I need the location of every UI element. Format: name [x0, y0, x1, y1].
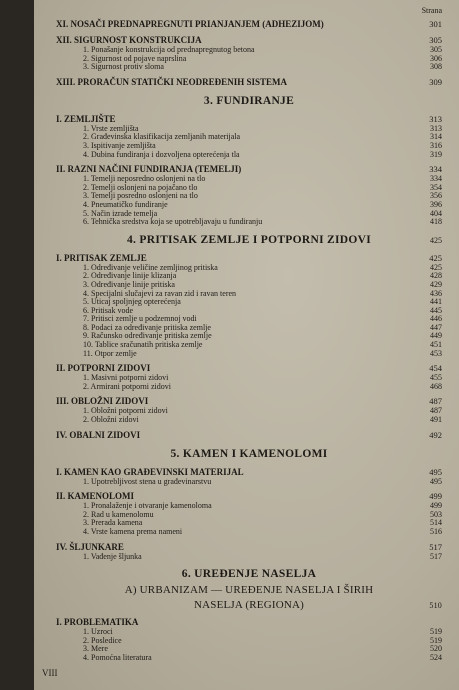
chapter-entry	[56, 617, 442, 628]
toc-item-label: 2. Temelji oslonjeni na pojačano tlo	[83, 182, 198, 192]
toc-item-page: 314	[430, 132, 442, 142]
toc-item-page: 425	[430, 262, 442, 272]
toc-item-page: 313	[430, 123, 442, 133]
subsection-page: 510	[429, 601, 442, 611]
toc-body	[56, 19, 442, 663]
toc-item-page: 446	[430, 314, 442, 324]
subsection-title-line1: A) URBANIZAM — UREĐENJE NASELJA I ŠIRIH	[124, 584, 374, 597]
toc-item-page: 308	[430, 62, 442, 72]
toc-item-label: 3. Mere	[83, 644, 108, 654]
toc-item-label: 2. Određivanje linije klizanja	[83, 271, 177, 281]
toc-item-label: 4. Pomoćna literatura	[83, 652, 152, 662]
toc-item-label: 1. Pronalaženje i otvaranje kamenoloma	[83, 501, 212, 511]
chapter-title: II. POTPORNI ZIDOVI	[56, 363, 151, 374]
toc-item-page: 436	[430, 288, 442, 298]
chapter-entry	[56, 19, 442, 30]
table-of-contents	[56, 4, 442, 663]
toc-item	[56, 218, 442, 227]
toc-item-label: 3. Ispitivanje zemljišta	[83, 140, 156, 150]
toc-item-label: 1. Ponašanje konstrukcija od prednapregnutog betona	[83, 45, 255, 54]
toc-item-label: 3. Određivanje linije pritiska	[83, 279, 175, 289]
chapter-page: 492	[429, 429, 442, 440]
toc-item-page: 519	[430, 627, 442, 637]
chapter-page: 487	[429, 396, 442, 407]
chapter-title: I. ZEMLJIŠTE	[56, 113, 116, 124]
toc-item-label: 11. Otpor zemlje	[83, 348, 137, 358]
toc-item-page: 487	[430, 406, 442, 416]
toc-item-label: 5. Način izrade temelja	[83, 208, 158, 218]
toc-item-label: 2. Armirani potporni zidovi	[83, 381, 171, 391]
toc-item-label: 10. Tablice sračunatih pritiska zemlje	[83, 340, 203, 350]
strana-header: Strana	[421, 6, 442, 15]
chapter-page: 425	[429, 252, 442, 263]
toc-item-page: 305	[430, 45, 442, 54]
toc-item-label: 6. Tehnička sredstva koja se upotrebljavaju u fundiranju	[83, 217, 263, 227]
toc-item	[56, 654, 442, 663]
chapter-title: II. KAMENOLOMI	[56, 491, 135, 502]
chapter-title: XI. NOSAČI PREDNAPREGNUTI PRIANJANJEM (ADHEZIJOM)	[56, 19, 324, 29]
toc-item-label: 8. Podaci za određivanje pritiska zemlje	[83, 322, 211, 332]
chapter-page: 454	[429, 363, 442, 374]
toc-item-page: 396	[430, 199, 442, 209]
toc-item-page: 455	[430, 373, 442, 383]
toc-item-label: 3. Temelji posredno oslonjeni na tlo	[83, 191, 198, 201]
toc-item-page: 447	[430, 322, 442, 332]
toc-item-label: 1. Određivanje veličine zemljinog pritiska	[83, 262, 218, 272]
toc-item-label: 3. Prerada kamena	[83, 518, 143, 528]
subsection-title-text: NASELJA (REGIONA)	[193, 599, 305, 612]
toc-item-page: 441	[430, 297, 442, 307]
toc-item-page: 429	[430, 279, 442, 289]
chapter-title: XIII. PRORAČUN STATIČKI NEODREĐENIH SISTEMA	[56, 76, 287, 87]
section-heading	[56, 234, 442, 248]
toc-item-label: 9. Računsko određivanje pritiska zemlje	[83, 331, 212, 341]
chapter-page: 309	[429, 76, 442, 87]
section-page: 425	[430, 235, 442, 245]
section-heading	[56, 95, 442, 109]
toc-item-page: 491	[430, 415, 442, 425]
toc-item-label: 4. Specijalni slučajevi za ravan zid i ravan teren	[83, 288, 237, 298]
toc-item	[56, 383, 442, 392]
toc-item	[56, 528, 442, 537]
subsection-title-line2	[56, 599, 442, 612]
toc-item-page: 516	[430, 527, 442, 536]
toc-item-label: 2. Rad u kamenolomu	[83, 509, 154, 519]
toc-item	[56, 637, 442, 646]
toc-item-page: 418	[430, 217, 442, 227]
chapter-page: 305	[429, 35, 442, 45]
toc-item-page: 519	[430, 635, 442, 645]
toc-item-label: 2. Sigurnost od pojave naprslina	[83, 53, 187, 63]
section-title: 3. FUNDIRANJE	[203, 94, 295, 107]
toc-item	[56, 350, 442, 359]
toc-item-label: 2. Posledice	[83, 635, 122, 645]
page-number: VIII	[42, 668, 58, 678]
toc-item-label: 1. Vrste zemljišta	[83, 123, 139, 133]
chapter-title: I. KAMEN KAO GRAĐEVINSKI MATERIJAL	[56, 466, 244, 477]
section-title: 6. UREĐENJE NASELJA	[181, 568, 317, 581]
chapter-title: XII. SIGURNOST KONSTRUKCIJA	[56, 35, 202, 45]
toc-item-label: 2. Građevinska klasifikacija zemljanih materijala	[83, 132, 241, 142]
toc-item	[56, 63, 442, 72]
toc-item-page: 428	[430, 271, 442, 281]
toc-item-page: 524	[430, 652, 442, 662]
book-page	[34, 0, 459, 690]
toc-item-page: 499	[430, 501, 442, 511]
toc-item-label: 1. Upotrebljivost stena u građevinarstvu	[83, 476, 212, 486]
toc-item-page: 354	[430, 182, 442, 192]
toc-item-label: 5. Uticaj spoljnjeg opterećenja	[83, 297, 181, 307]
toc-item	[56, 478, 442, 487]
chapter-title: III. OBLOŽNI ZIDOVI	[56, 396, 149, 407]
toc-item-page: 503	[430, 509, 442, 519]
toc-item-label: 6. Pritisak vode	[83, 305, 133, 315]
chapter-page: 499	[429, 491, 442, 502]
chapter-page: 313	[429, 113, 442, 124]
chapter-title: I. PRITISAK ZEMLJE	[56, 252, 147, 263]
section-title: 5. KAMEN I KAMENOLOMI	[170, 447, 328, 460]
chapter-title: I. PROBLEMATIKA	[56, 617, 139, 628]
chapter-entry	[56, 430, 442, 441]
toc-item-page: 514	[430, 518, 442, 528]
toc-item-page: 453	[430, 348, 442, 358]
toc-item	[56, 151, 442, 160]
chapter-title: II. RAZNI NAČINI FUNDIRANJA (TEMELJI)	[56, 164, 242, 175]
chapter-title: IV. ŠLJUNKARE	[56, 541, 124, 552]
toc-item-label: 7. Pritisci zemlje u podzemnoj vodi	[83, 314, 197, 324]
chapter-entry	[56, 77, 442, 88]
toc-item-page: 319	[430, 149, 442, 159]
toc-item-page: 520	[430, 644, 442, 654]
toc-item-page: 404	[430, 208, 442, 218]
chapter-page: 301	[429, 19, 442, 29]
toc-item	[56, 416, 442, 425]
toc-item-page: 468	[430, 381, 442, 391]
toc-item-page: 306	[430, 53, 442, 63]
toc-item-label: 1. Vađenje šljunka	[83, 551, 142, 561]
section-heading	[56, 568, 442, 582]
section-heading	[56, 448, 442, 462]
toc-item-page: 356	[430, 191, 442, 201]
chapter-page: 334	[429, 164, 442, 175]
chapter-page: 495	[429, 466, 442, 477]
toc-item-label: 4. Pneumatičko fundiranje	[83, 199, 168, 209]
toc-item-label: 1. Temelji neposredno oslonjeni na tlo	[83, 174, 206, 184]
toc-item-label: 1. Uzroci	[83, 627, 113, 637]
toc-item-label: 2. Obložni zidovi	[83, 415, 139, 425]
toc-item-label: 1. Masivni potporni zidovi	[83, 373, 169, 383]
toc-item-label: 1. Obložni potporni zidovi	[83, 406, 168, 416]
toc-item-label: 4. Dubina fundiranja i dozvoljena opterećenja tla	[83, 149, 240, 159]
toc-item-page: 517	[430, 551, 442, 561]
toc-item-page: 316	[430, 140, 442, 150]
chapter-title: IV. OBALNI ZIDOVI	[56, 429, 141, 440]
toc-item-page: 445	[430, 305, 442, 315]
toc-item-page: 495	[430, 476, 442, 486]
chapter-page: 517	[429, 541, 442, 552]
toc-item-page: 451	[430, 340, 442, 350]
toc-item-page: 449	[430, 331, 442, 341]
section-title: 4. PRITISAK ZEMLJE I POTPORNI ZIDOVI	[126, 233, 372, 246]
toc-item-label: 4. Vrste kamena prema nameni	[83, 527, 183, 536]
toc-item-page: 334	[430, 174, 442, 184]
toc-item-label: 3. Sigurnost protiv sloma	[83, 62, 164, 72]
toc-item	[56, 553, 442, 562]
